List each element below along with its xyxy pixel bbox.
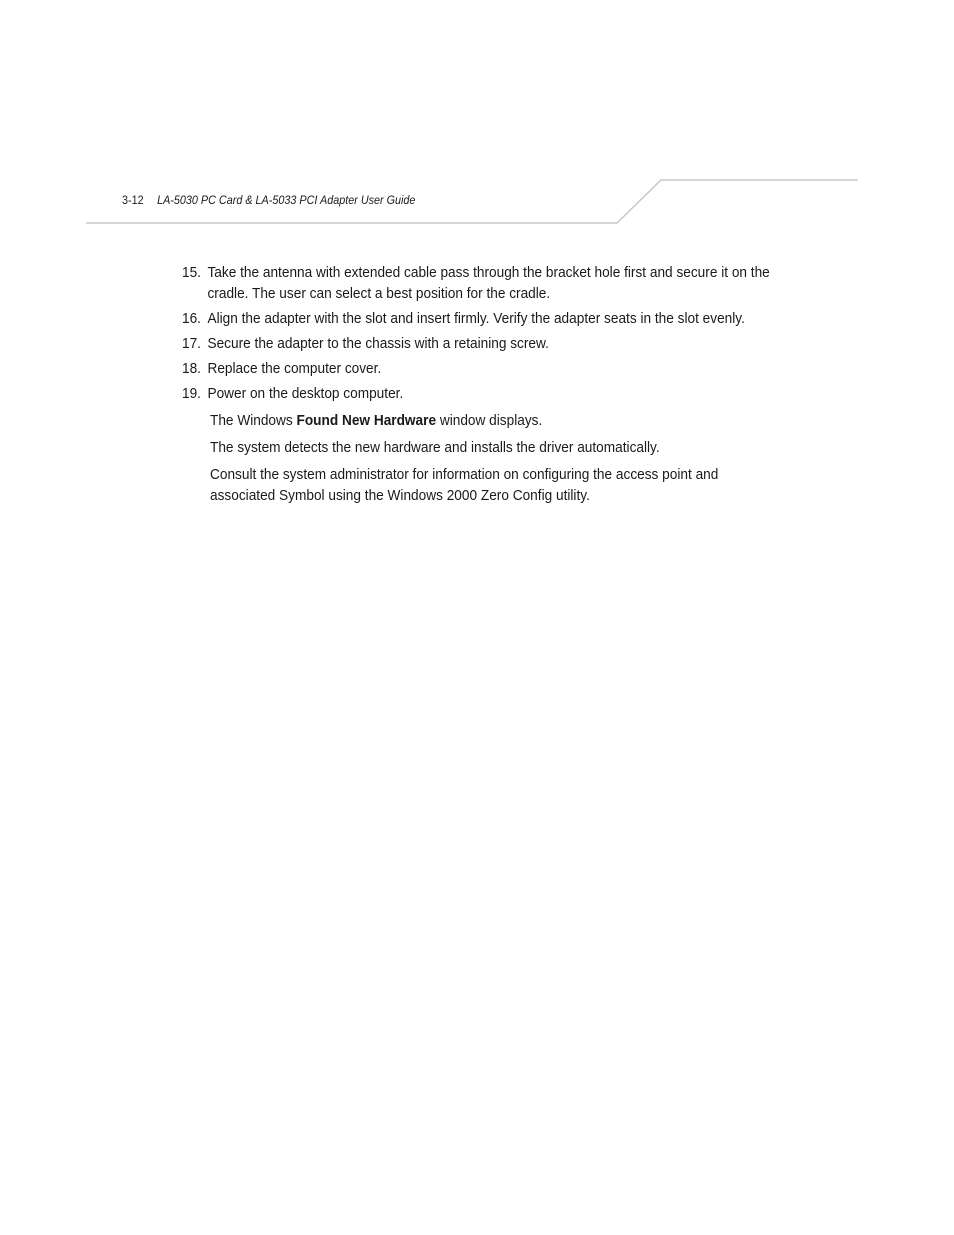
step-number: 17. [182,335,201,352]
consult-admin-note: Consult the system administrator for information on configuring the access point and associated Symbol using the Windows 2000 Zero Config utility. [210,466,719,504]
note-prefix: The Windows [210,412,297,429]
step-17 [182,333,799,354]
step-16 [182,308,799,329]
main-content [182,262,802,512]
step-number: 18. [182,360,201,377]
page-number: 3-12 [122,193,144,207]
window-name: Found New Hardware [296,412,437,429]
steps-list [182,262,802,404]
document-title: LA-5030 PC Card & LA-5033 PCI Adapter User Guide [157,193,416,207]
step-number: 15. [182,264,201,281]
step-text: Power on the desktop computer. [207,385,404,402]
detects-hardware-note: The system detects the new hardware and installs the driver automatically. [210,439,660,456]
step-19 [182,383,799,404]
step-text: Align the adapter with the slot and insert firmly. Verify the adapter seats in the slot evenly. [207,310,745,327]
step-15 [182,262,799,304]
step-number: 19. [182,385,201,402]
step-number: 16. [182,310,201,327]
running-header [122,192,415,208]
step-18 [182,358,799,379]
step-text: Take the antenna with extended cable pass through the bracket hole first and secure it on the cradle. The user can select a best position for the cradle. [207,264,770,302]
step-text: Secure the adapter to the chassis with a retaining screw. [207,335,549,352]
found-new-hardware-note [210,410,774,431]
step-text: Replace the computer cover. [207,360,382,377]
note-suffix: window displays. [436,412,543,429]
